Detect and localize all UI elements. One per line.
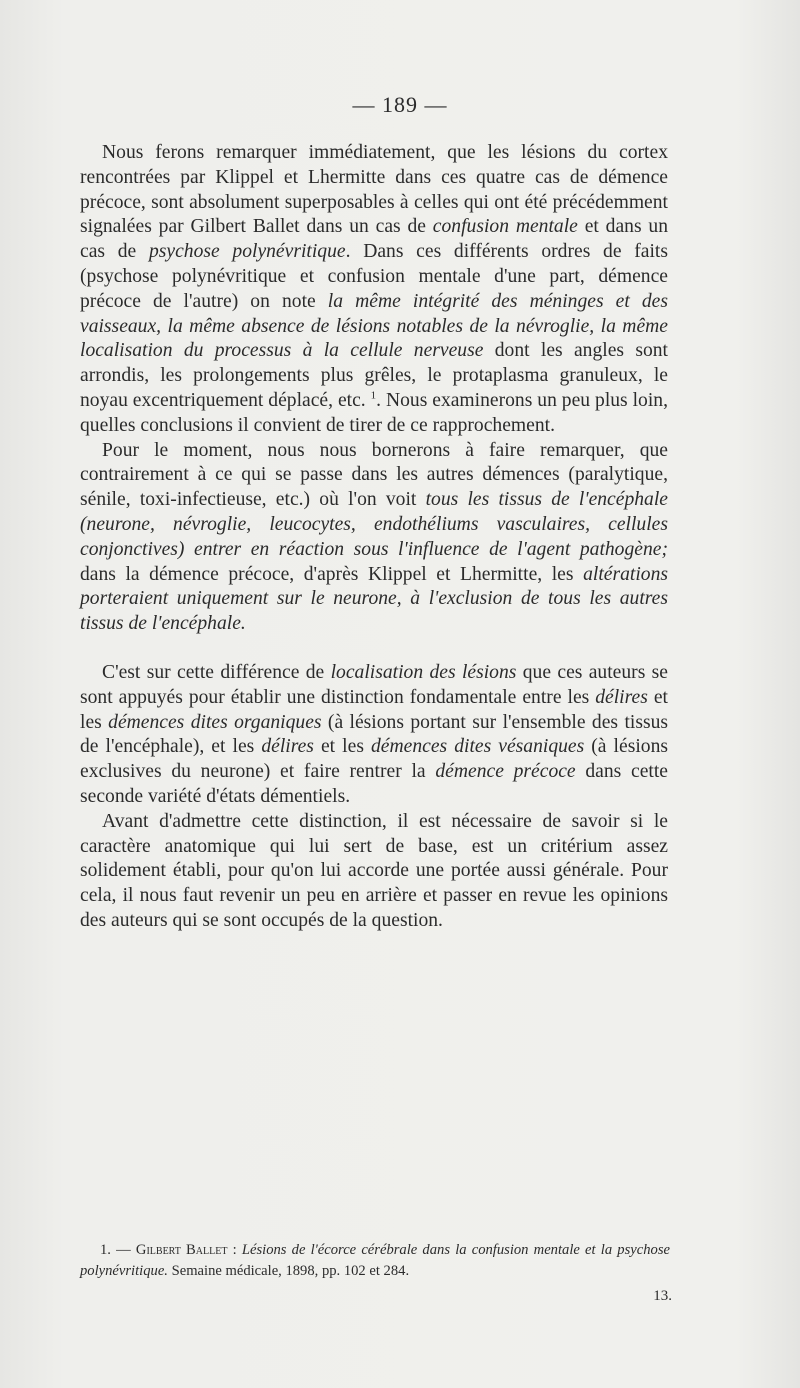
footnote-author: Gilbert Ballet — [135, 1242, 228, 1258]
footnote-title: Lésions de l'écorce cérébrale dans la confusion mentale et la psychose polynévritique. — [80, 1242, 670, 1279]
italic-phrase: démence précoce — [435, 761, 576, 783]
italic-phrase: tous les tissus de l'encéphale (neurone, névroglie, leucocytes, endothéliums vasculaires, cellules conjonctives) entrer en réaction sous l'influence de l'agent pathogène; — [80, 489, 668, 560]
italic-phrase: la même intégrité des méninges et des vaisseaux, la même absence de lésions notables de la névroglie, la même localisation du processus à la cellule nerveuse — [80, 290, 668, 362]
italic-phrase: démences dites organiques — [108, 711, 322, 733]
text-run: et dans un cas de — [80, 216, 668, 263]
italic-phrase: psychose polynévritique — [148, 241, 346, 263]
text-run: Nous ferons remarquer immédiatement, que les lésions du cortex rencontrées par Klippel et Lhermitte dans ces quatre cas de démence précoce, sont absolument superposables à celles qui ont été précédemment signalées par Gilbert Ballet dans un cas de — [80, 142, 668, 238]
footnote-number: 1. — — [100, 1242, 131, 1258]
paragraph-4 — [80, 810, 668, 934]
text-run: Avant d'admettre cette distinction, il est nécessaire de savoir si le caractère anatomique qui lui sert de base, est un critérium assez solidement établi, pour qu'on lui accorde une portée aussi générale. Pour cela, il nous faut revenir un peu en arrière et passer en revue les opinions des auteurs qui se sont occupés de la question. — [80, 810, 668, 931]
footnote — [80, 1240, 670, 1281]
text-run: dans la démence précoce, d'après Klippel et Lhermitte, les — [80, 563, 584, 585]
text-run: (à lésions portant sur l'ensemble des tissus de l'encéphale), et les — [80, 711, 669, 758]
italic-phrase: confusion mentale — [432, 216, 578, 238]
text-run: C'est sur cette différence de — [102, 661, 331, 683]
text-run: que ces auteurs se sont appuyés pour établir une distinction fondamentale entre les — [80, 661, 668, 708]
page-number: — 189 — — [352, 92, 448, 117]
footnote-separator: : — [227, 1242, 242, 1258]
text-run: et les — [80, 686, 668, 733]
paragraph-3 — [80, 661, 668, 810]
italic-phrase: délires — [595, 686, 648, 708]
italic-phrase: délires — [261, 736, 314, 758]
text-run: dans cette seconde variété d'états démentiels. — [80, 761, 668, 807]
text-run: . Dans ces différents ordres de faits (psychose polynévritique et confusion mentale d'une part, démence précoce de l'autre) on note — [80, 241, 668, 312]
italic-phrase: démences dites vésaniques — [371, 736, 585, 758]
body-text — [80, 141, 668, 934]
footnote-ref: 1 — [370, 389, 377, 402]
paragraph-2 — [80, 439, 668, 637]
paragraph-1 — [80, 141, 668, 439]
text-run: et les — [313, 736, 371, 758]
text-run: (à lésions exclusives du neurone) et faire rentrer la — [80, 736, 668, 783]
text-run: dont les angles sont arrondis, les prolongements plus grêles, le protaplasma granuleux, le noyau excentriquement déplacé, etc. — [80, 340, 668, 411]
italic-phrase: altérations porteraient uniquement sur le neurone, à l'exclusion de tous les autres tissus de l'encéphale. — [80, 563, 668, 635]
signature-mark: 13. — [653, 1288, 672, 1304]
text-run: Pour le moment, nous nous bornerons à faire remarquer, que contrairement à ce qui se passe dans les autres démences (paralytique, sénile, toxi-infectieuse, etc.) où l'on voit — [80, 439, 668, 511]
footnote-source: Semaine médicale, 1898, pp. 102 et 284. — [167, 1262, 410, 1279]
italic-phrase: localisation des lésions — [330, 661, 517, 683]
text-run: . Nous examinerons un peu plus loin, quelles conclusions il convient de tirer de ce rapprochement. — [80, 389, 668, 436]
